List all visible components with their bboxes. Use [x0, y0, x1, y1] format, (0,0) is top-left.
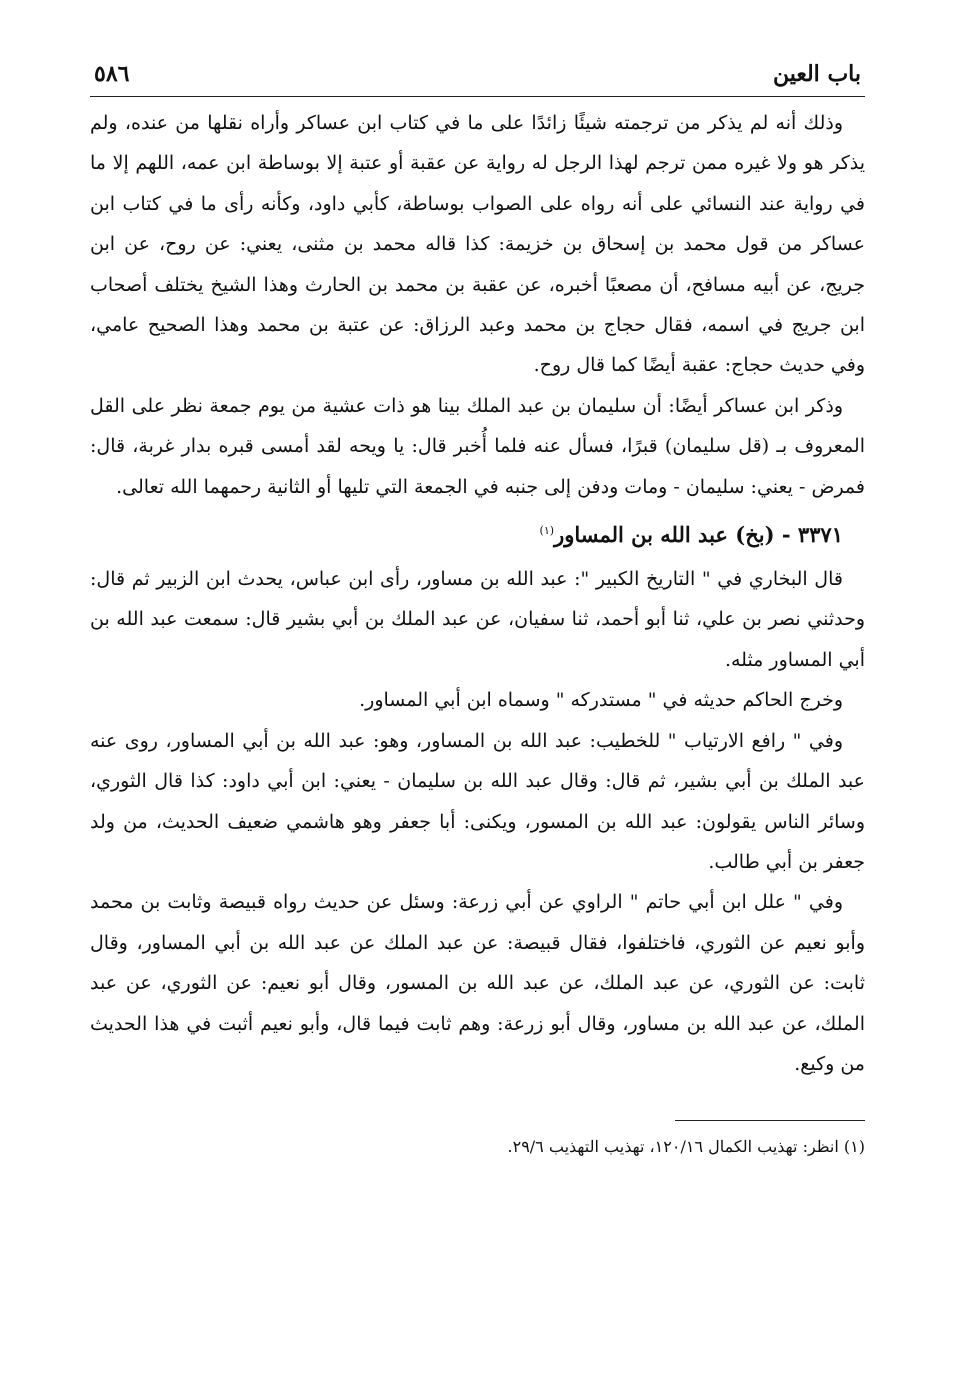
- paragraph: وذكر ابن عساكر أيضًا: أن سليمان بن عبد الملك بينا هو ذات عشية من يوم جمعة نظر على القل المعروف بـ (قل سليمان) قبرًا، فسأل عنه فلما أُخبر قال: يا ويحه لقد أمسى قبره بدار غربة، قال: فمرض - يعني: سليمان - ومات ودفن إلى جنبه في الجمعة التي تليها أو الثانية رحمهما الله تعالى.: [90, 394, 865, 498]
- paragraph: قال البخاري في " التاريخ الكبير ": عبد الله بن مساور، رأى ابن عباس، يحدث ابن الزبير ثم قال: وحدثني نصر بن علي، ثنا أبو أحمد، ثنا سفيان، عن عبد الملك بن أبي بشير قال: سمعت عبد الله بن أبي المساور مثله.: [90, 568, 865, 671]
- body-text: [90, 103, 865, 1084]
- footnote: (١) انظر: تهذيب الكمال ١٢٠/١٦، تهذيب التهذيب ٢٩/٦.: [507, 1137, 865, 1157]
- header-rule: [90, 96, 865, 97]
- paragraph: وفي " رافع الارتياب " للخطيب: عبد الله بن المساور، وهو: عبد الله بن أبي المساور، روى عنه عبد الملك بن أبي بشير، ثم قال: وقال عبد الله بن سليمان - يعني: ابن أبي داود: كذا قال الثوري، وسائر الناس يقولون: عبد الله بن المسور، ويكنى: أبا جعفر وهو هاشمي ضعيف الحديث، من ولد جعفر بن أبي طالب.: [90, 729, 865, 873]
- entry-title: [90, 509, 843, 557]
- page-number: ٥٨٦: [94, 61, 130, 87]
- entry-title-text: ٣٣٧١ - (بخ) عبد الله بن المساور: [554, 522, 843, 548]
- page-header: [90, 52, 865, 96]
- paragraph: وذلك أنه لم يذكر من ترجمته شيئًا زائدًا على ما في كتاب ابن عساكر وأراه نقلها من عنده، ولم يذكر هو ولا غيره ممن ترجم لهذا الرجل له رواية عن عقبة أو عتبة إلا بوساطة ابن عمه، اللهم إلا ما في رواية عند النسائي على أنه رواه على الصواب بوساطة، كأبي داود، وكأنه رأى ما في كتاب ابن عساكر من قول محمد بن إسحاق بن خزيمة: كذا قاله محمد بن مثنى، يعني: عن روح، عن ابن جريج، عن أبيه مسافح، أن مصعبًا أخبره، عن عقبة بن محمد بن الحارث وهذا الشيخ يختلف أصحاب ابن جريج في اسمه، فقال حجاج بن محمد وعبد الرزاق: عن عتبة بن محمد وهذا الصحيح عامي، وفي حديث حجاج: عقبة أيضًا كما قال روح.: [90, 112, 865, 377]
- chapter-title: باب العين: [772, 61, 861, 87]
- footnote-reference: (١): [539, 524, 555, 538]
- paragraph: وخرج الحاكم حديثه في " مستدركه " وسماه ابن أبي المساور.: [359, 689, 843, 712]
- document-page: [90, 52, 865, 1342]
- footnote-rule: [675, 1120, 865, 1121]
- paragraph: وفي " علل ابن أبي حاتم " الراوي عن أبي زرعة: وسئل عن حديث رواه قبيصة وثابت بن محمد وأبو نعيم عن الثوري، فاختلفوا، فقال قبيصة: عن عبد الملك عن عبد الله بن أبي المساور، وقال ثابت: عن الثوري، عن عبد الملك، عن عبد الله بن المسور، وقال أبو نعيم: عن الثوري، عن عبد الملك، عن عبد الله بن مساور، وقال أبو زرعة: وهم ثابت فيما قال، وأبو نعيم أثبت في هذا الحديث من وكيع.: [90, 891, 865, 1075]
